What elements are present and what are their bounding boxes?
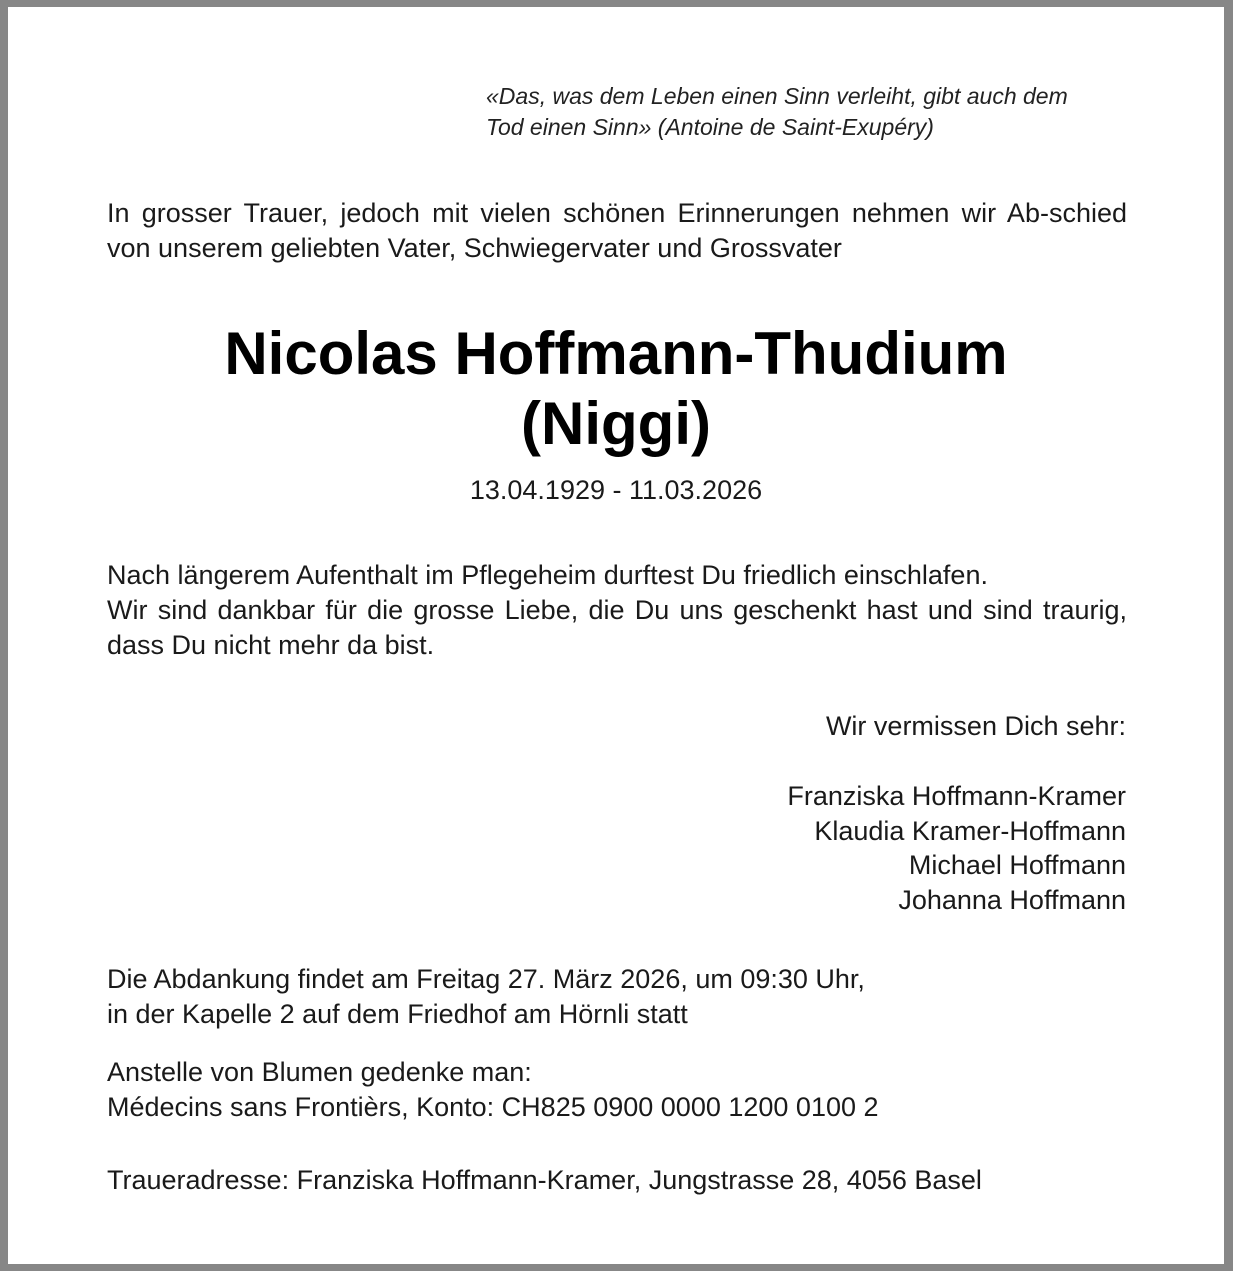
ceremony-info: [107, 962, 865, 1032]
mourners-list: [787, 779, 1126, 917]
obituary-notice: [8, 7, 1224, 1264]
epigraph-quote: [486, 81, 1126, 143]
mourner-name: Michael Hoffmann: [908, 850, 1126, 880]
farewell-message: [107, 558, 1127, 663]
message-rest: Wir sind dankbar für die grosse Liebe, die Du uns geschenkt hast und sind traurig, dass Du nicht mehr da bist.: [107, 595, 1127, 660]
quote-line-2: Tod einen Sinn» (Antoine de Saint-Exupéry): [486, 114, 934, 140]
message-line-1: Nach längerem Aufenthalt im Pflegeheim durftest Du friedlich einschlafen.: [107, 560, 988, 590]
ceremony-line-1: Die Abdankung findet am Freitag 27. März 2026, um 09:30 Uhr,: [107, 964, 865, 994]
life-dates: 13.04.1929 - 11.03.2026: [469, 475, 763, 505]
deceased-name: Nicolas Hoffmann-Thudium: [224, 320, 1008, 387]
mourners-heading: Wir vermissen Dich sehr:: [825, 711, 1126, 741]
mourner-name: Franziska Hoffmann-Kramer: [787, 781, 1126, 811]
mourner-name: Johanna Hoffmann: [898, 884, 1126, 915]
ceremony-line-2: in der Kapelle 2 auf dem Friedhof am Hörnli statt: [107, 999, 688, 1029]
deceased-nickname: (Niggi): [521, 390, 711, 457]
donation-line-2: Médecins sans Frontièrs, Konto: CH825 0900 0000 1200 0100 2: [107, 1092, 879, 1122]
quote-line-1: «Das, was dem Leben einen Sinn verleiht, gibt auch dem: [486, 83, 1068, 109]
mourning-address: Traueradresse: Franziska Hoffmann-Kramer, Jungstrasse 28, 4056 Basel: [107, 1165, 982, 1195]
mourner-name: Klaudia Kramer-Hoffmann: [814, 815, 1126, 846]
deceased-name-block: [8, 319, 1224, 459]
donation-line-1: Anstelle von Blumen gedenke man:: [107, 1057, 532, 1087]
donation-info: [107, 1055, 879, 1125]
intro-text: In grosser Trauer, jedoch mit vielen schönen Erinnerungen nehmen wir Ab-schied von unserem geliebten Vater, Schwiegervater und Grossvater: [107, 198, 1127, 263]
